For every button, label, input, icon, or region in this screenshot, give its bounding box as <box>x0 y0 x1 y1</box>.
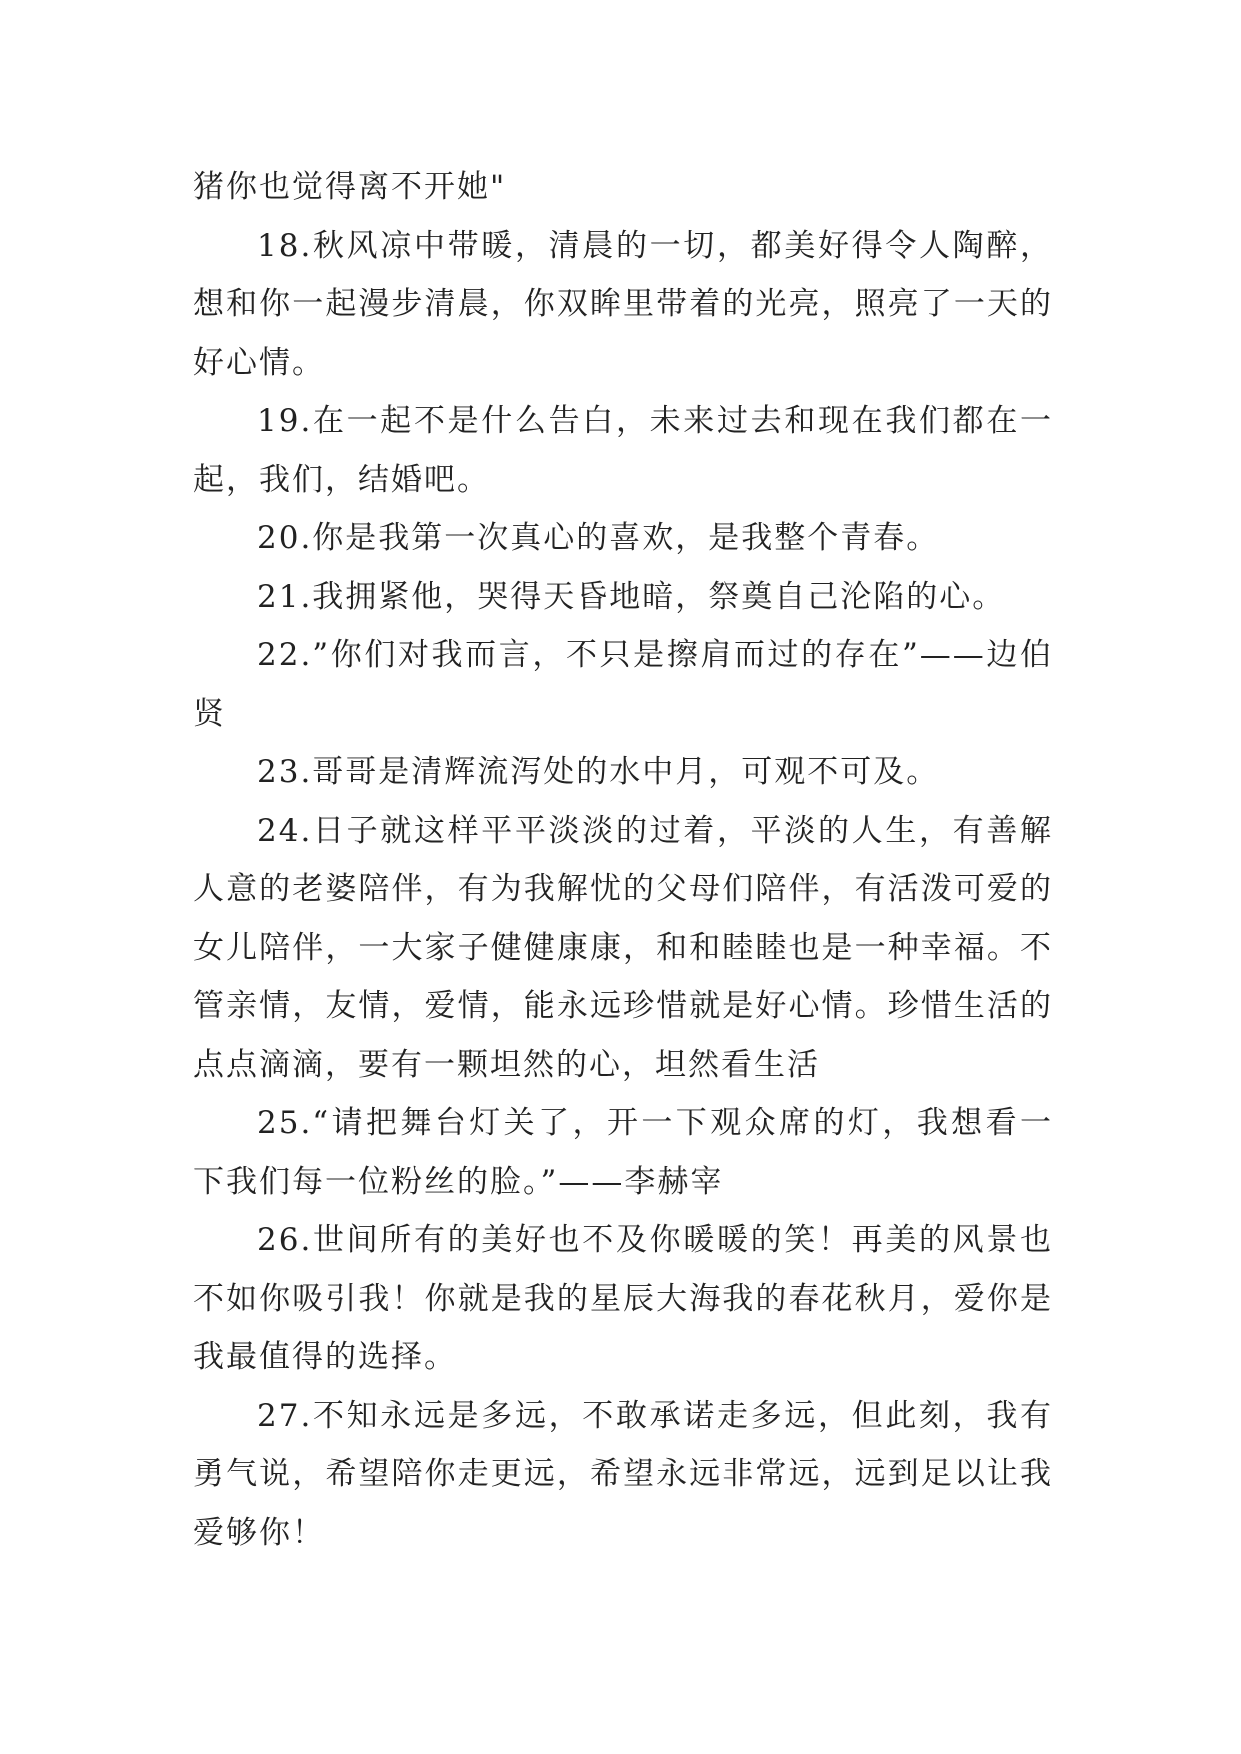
document-page <box>193 158 1053 1562</box>
paragraph-20: 20.你是我第一次真心的喜欢，是我整个青春。 <box>257 520 940 556</box>
paragraph-24: 24.日子就这样平平淡淡的过着，平淡的人生，有善解人意的老婆陪伴，有为我解忧的父母们陪伴，有活泼可爱的女儿陪伴，一大家子健健康康，和和睦睦也是一种幸福。不管亲情，友情，爱情，能永远珍惜就是好心情。珍惜生活的点点滴滴，要有一颗坦然的心，坦然看生活 <box>193 812 1053 1083</box>
paragraph-26: 26.世间所有的美好也不及你暖暖的笑！再美的风景也不如你吸引我！你就是我的星辰大海我的春花秋月，爱你是我最值得的选择。 <box>193 1222 1053 1375</box>
paragraph-27: 27.不知永远是多远，不敢承诺走多远，但此刻，我有勇气说，希望陪你走更远，希望永远非常远，远到足以让我爱够你！ <box>193 1397 1053 1551</box>
paragraph-18: 18.秋风凉中带暖，清晨的一切，都美好得令人陶醉，想和你一起漫步清晨，你双眸里带着的光亮，照亮了一天的好心情。 <box>193 227 1053 381</box>
paragraph-continuation: 猪你也觉得离不开她" <box>193 169 507 205</box>
paragraph-22: 22.”你们对我而言，不只是擦肩而过的存在”——边伯贤 <box>193 637 1053 732</box>
paragraph-19: 19.在一起不是什么告白，未来过去和现在我们都在一起，我们，结婚吧。 <box>193 403 1053 498</box>
paragraph-25: 25.“请把舞台灯关了，开一下观众席的灯，我想看一下我们每一位粉丝的脸。”——李赫宰 <box>193 1105 1053 1200</box>
paragraph-23: 23.哥哥是清辉流泻处的水中月，可观不可及。 <box>257 754 940 790</box>
paragraph-21: 21.我拥紧他，哭得天昏地暗，祭奠自己沦陷的心。 <box>257 578 1006 615</box>
